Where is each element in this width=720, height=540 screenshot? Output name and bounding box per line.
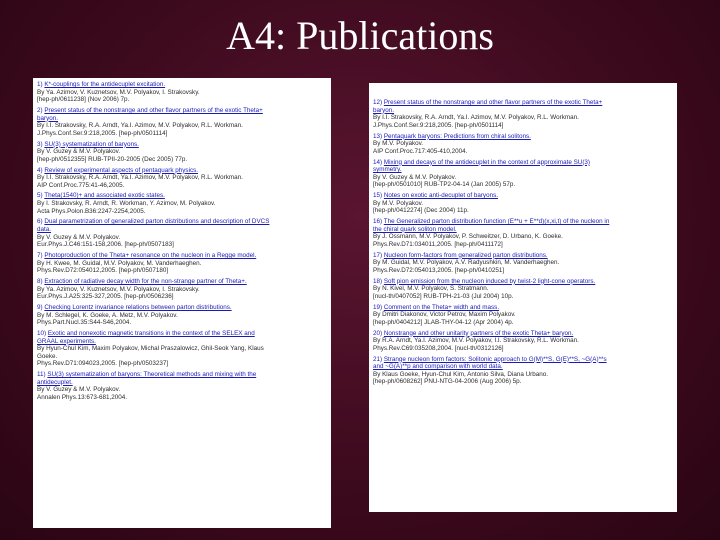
publication-detail-line: Phys.Rev.D71:034011,2005. [hep-ph/0411172] (373, 240, 503, 248)
publication-number: 4) (37, 166, 43, 174)
publication-number: 16) (373, 218, 383, 226)
publication-detail-line: [hep-ph/0608262] PNU-NTG-04-2006 (Aug 2006) 5p. (373, 378, 522, 386)
publication-title-link[interactable]: the chiral quark soliton model. (373, 225, 457, 233)
publication-detail-line: By V. Guzey & M.V. Polyakov. (37, 386, 121, 394)
publication-title-line (37, 379, 327, 387)
publications-panel-right (369, 83, 677, 512)
publication-title-link[interactable]: Checking Lorentz invariance relations between parton distributions. (44, 303, 232, 311)
publication-number: 18) (373, 277, 383, 285)
publication-title-line (37, 304, 327, 312)
publication-number: 20) (373, 329, 383, 337)
publication-entry (37, 252, 327, 275)
publication-entry (373, 304, 673, 327)
publication-entry (37, 81, 327, 104)
publication-title-link[interactable]: Strange nucleon form factors: Solitonic approach to G(M)**S, G(E)**S, ~G(A)**s (383, 355, 607, 363)
publication-title-line (373, 278, 673, 286)
publication-entry (373, 218, 673, 248)
publication-detail-line: By I.I. Strakovsky, R.A. Arndt, Ya.I. Azimov, M.V. Polyakov, R.L. Workman. (37, 122, 243, 130)
publication-title-link[interactable]: Soft pion emission from the nucleon induced by twist-2 light-cone operators. (383, 277, 596, 285)
publication-detail-line: [hep-ph/0611238] (Nov 2006) 7p. (37, 96, 130, 104)
publication-title-line (37, 226, 327, 234)
publication-detail-line: By Ya. Azimov, V. Kuznetsov, M.V. Polyakov, I. Strakovsky. (37, 88, 200, 96)
publication-number: 14) (373, 158, 383, 166)
publication-number: 21) (373, 355, 383, 363)
publication-detail-line: Eur.Phys.J.A25:325-327,2005. [hep-ph/0506236] (37, 293, 174, 301)
publication-title-link[interactable]: K*-couplings for the antidecuplet excitation. (44, 81, 166, 88)
publication-title-link[interactable]: Theta(1540)+ and associated exotic states. (44, 192, 165, 200)
publication-entry (373, 159, 673, 189)
publication-detail-line: By Ya. Azimov, V. Kuznetsov, M.V. Polyakov, I. Strakovsky. (37, 285, 200, 293)
publication-entry (373, 278, 673, 301)
publication-title-line (373, 330, 673, 338)
publication-title-line (37, 192, 327, 200)
publication-detail-line: AIP Conf.Proc.775:41-46,2005. (37, 181, 125, 189)
publication-detail-line: Phys.Rev.D72:054013,2005. [hep-ph/0410251] (373, 266, 505, 274)
publication-title-link[interactable]: SU(3) systematization of baryons. (44, 140, 139, 148)
publication-detail-line: By I. Strakovsky, R. Arndt, R. Workman, Y. Azimov, M. Polyakov. (37, 200, 216, 208)
publication-entry (37, 304, 327, 327)
publication-title-link[interactable]: Mixing and decays of the antidecuplet in the context of approximate SU(3) (383, 158, 591, 166)
publication-detail-line: J.Phys.Conf.Ser.9:218,2005. [hep-ph/0501114] (373, 121, 504, 129)
publication-entry (373, 356, 673, 386)
publication-detail-line: AIP Conf.Proc.717:405-410,2004. (373, 147, 468, 155)
publication-title-line (37, 81, 327, 89)
publication-detail-line: By N. Kivel, M.V. Polyakov, S. Stratmann. (373, 285, 489, 293)
publication-detail-line: By V. Guzey & M.V. Polyakov. (37, 148, 121, 156)
publication-detail-line: By I.I. Strakovsky, R.A. Arndt, Ya.I. Azimov, M.V. Polyakov, R.L. Workman. (373, 114, 579, 122)
publication-title-line (37, 218, 327, 226)
publication-title-link[interactable]: Nonstrange and other unitarity partners of the exotic Theta+ baryon. (383, 329, 574, 337)
publication-title-line (37, 141, 327, 149)
publication-number: 5) (37, 192, 43, 200)
publication-title-link[interactable]: The Generalized parton distribution function (E**u + E**d)(x,xi,t) of the nucleon in (383, 218, 610, 226)
publication-title-link[interactable]: Extraction of radiative decay width for the non-strange partner of Theta+. (44, 277, 247, 285)
publication-detail-line: [nucl-th/0407052] RUB-TPH-21-03 (Jul 2004) 10p. (373, 292, 514, 300)
publication-detail-line: Eur.Phys.J.C46:151-158,2006. [hep-ph/0507183] (37, 241, 174, 249)
publication-title-line (373, 356, 673, 364)
publication-detail-line: Phys.Rev.C69:035208,2004. [nucl-th/0312126] (373, 344, 504, 352)
publication-title-link[interactable]: Comment on the Theta+ width and mass. (383, 303, 500, 311)
publication-detail-line: Annalen Phys.13:673-681,2004. (37, 393, 127, 401)
publications-panel-left (33, 78, 331, 528)
publication-detail-line: By M. Guidal, M.V. Polyakov, A.V. Radyushkin, M. Vanderhaeghen. (373, 259, 560, 267)
publication-title-line (37, 107, 327, 115)
publication-entry (37, 371, 327, 401)
publication-number: 17) (373, 251, 383, 259)
publication-detail-line: By M.V. Polyakov. (373, 199, 424, 207)
publication-number: 8) (37, 277, 43, 285)
publication-number: 10) (37, 329, 47, 337)
publication-detail-line: By R.A. Arndt, Ya.I. Azimov, M.V. Polyakov, I.I. Strakovsky, R.L. Workman. (373, 337, 579, 345)
publication-title-link[interactable]: baryon. (373, 106, 395, 114)
publication-number: 15) (373, 192, 383, 200)
publication-entry (37, 141, 327, 164)
slide-title: A4: Publications (226, 13, 494, 58)
publication-detail-line: By J. Ossmann, M.V. Polyakov, P. Schweitzer, D. Urbano, K. Goeke. (373, 233, 563, 241)
publication-title-line (37, 330, 327, 338)
publication-detail-line: By Dmitri Diakonov, Victor Petrov, Maxim Polyakov. (373, 311, 516, 319)
publication-title-line (373, 363, 673, 371)
publication-title-link[interactable]: Notes on exotic anti-decuplet of baryons. (383, 192, 498, 200)
publication-detail-line: By Klaus Goeke, Hyun-Chul Kim, Antonio Silva, Diana Urbano. (373, 370, 548, 378)
publication-title-line (373, 252, 673, 260)
publication-title-line (373, 192, 673, 200)
publication-number: 12) (373, 99, 383, 106)
publication-detail-line: Phys.Part.Nucl.35:S44-S46,2004. (37, 319, 132, 327)
publication-detail-line: Phys.Rev.D71:094023,2005. [hep-ph/0503237] (37, 360, 169, 368)
publication-title-link[interactable]: data. (37, 226, 52, 234)
publication-entry (37, 107, 327, 137)
publication-title-line (37, 115, 327, 123)
publication-detail-line: [hep-ph/0501010] RUB-TP2-04-14 (Jan 2005) 57p. (373, 181, 516, 189)
publication-detail-line: By V. Guzey & M.V. Polyakov. (37, 233, 121, 241)
publication-title-link[interactable]: Photoproduction of the Theta+ resonance on the nucleon in a Regge model. (44, 252, 257, 259)
publication-detail-line: Acta Phys.Polon.B36:2247-2254,2005. (37, 207, 146, 215)
publication-entry (37, 330, 327, 368)
publication-title-line (37, 252, 327, 260)
publication-detail-line: Goeke. (37, 352, 58, 360)
publication-title-line (373, 99, 673, 107)
publication-title-link[interactable]: Exotic and nonexotic magnetic transitions in the context of the SELEX and (47, 329, 255, 337)
publication-title-line (37, 167, 327, 175)
publication-detail-line: J.Phys.Conf.Ser.9:218,2005. [hep-ph/0501114] (37, 129, 168, 137)
publication-number: 7) (37, 252, 43, 259)
publication-entry (37, 167, 327, 190)
publication-entry (373, 252, 673, 275)
publication-title-link[interactable]: Pentaquark baryons: Predictions from chiral solitons. (383, 132, 531, 140)
publication-detail-line: By Hyun-Chul Kim, Maxim Polyakov, Michal Praszalowicz, Ghil-Seok Yang, Klaus (37, 345, 264, 353)
publication-title-line (37, 371, 327, 379)
publication-detail-line: By V. Guzey & M.V. Polyakov. (373, 173, 457, 181)
publication-title-link[interactable]: symmetry. (373, 166, 402, 174)
publication-number: 13) (373, 132, 383, 140)
publication-title-link[interactable]: Present status of the nonstrange and other flavor partners of the exotic Theta+ (383, 99, 603, 106)
publication-title-link[interactable]: Dual parametrization of generalized parton distributions and description of DVCS (44, 218, 270, 226)
publication-title-line (373, 166, 673, 174)
publication-title-link[interactable]: antidecuplet. (37, 378, 73, 386)
publication-number: 9) (37, 303, 43, 311)
publication-title-line (373, 159, 673, 167)
publication-title-line (37, 338, 327, 346)
publication-number: 3) (37, 140, 43, 148)
publication-entry (373, 99, 673, 129)
publication-title-link[interactable]: Present status of the nonstrange and other flavor partners of the exotic Theta+ (44, 106, 263, 114)
publication-entry (373, 192, 673, 215)
publication-detail-line: By M. Schlegel, K. Goeke, A. Metz, M.V. Polyakov. (37, 311, 178, 319)
publication-title-link[interactable]: Nucleon form-factors from generalized parton distributions. (383, 251, 548, 259)
publication-title-link[interactable]: baryon. (37, 114, 59, 122)
publication-title-line (373, 133, 673, 141)
publication-detail-line: Phys.Rev.D72:054012,2005. [hep-ph/0507180] (37, 267, 169, 275)
publication-number: 19) (373, 303, 383, 311)
publication-detail-line: By M.V. Polyakov. (373, 140, 424, 148)
publication-title-line (373, 107, 673, 115)
publication-entry (37, 192, 327, 215)
publication-title-line (373, 218, 673, 226)
publication-title-link[interactable]: GRAAL experiments. (37, 337, 96, 345)
publication-entry (373, 330, 673, 353)
publication-title-link[interactable]: Review of experimental aspects of pentaquark physics. (44, 166, 199, 174)
publication-title-line (37, 278, 327, 286)
publication-entry (37, 278, 327, 301)
publication-detail-line: [hep-ph/0512355] RUB-TPII-20-2005 (Dec 2005) 77p. (37, 155, 188, 163)
publication-number: 2) (37, 106, 43, 114)
publication-title-link[interactable]: SU(3) systematization of baryons: Theoretical methods and mixing with the (47, 371, 257, 379)
publication-detail-line: [hep-ph/0404212] JLAB-THY-04-12 (Apr 2004) 4p. (373, 318, 514, 326)
publication-entry (37, 218, 327, 248)
publication-number: 6) (37, 218, 43, 226)
publication-entry (373, 133, 673, 156)
publication-number: 11) (37, 371, 46, 379)
publication-detail-line: [hep-ph/0412274] (Dec 2004) 11p. (373, 207, 469, 215)
publication-title-link[interactable]: and ~G(A)**p and comparison with world data. (373, 363, 503, 371)
publication-detail-line: By H. Kwee, M. Guidal, M.V. Polyakov, M. Vanderhaeghen. (37, 259, 202, 267)
publication-detail-line: By I.I. Strakovsky, R.A. Arndt, Ya.I. Azimov, M.V. Polyakov, R.L. Workman. (37, 174, 243, 182)
publication-title-line (373, 226, 673, 234)
publication-number: 1) (37, 81, 43, 88)
publication-title-line (373, 304, 673, 312)
